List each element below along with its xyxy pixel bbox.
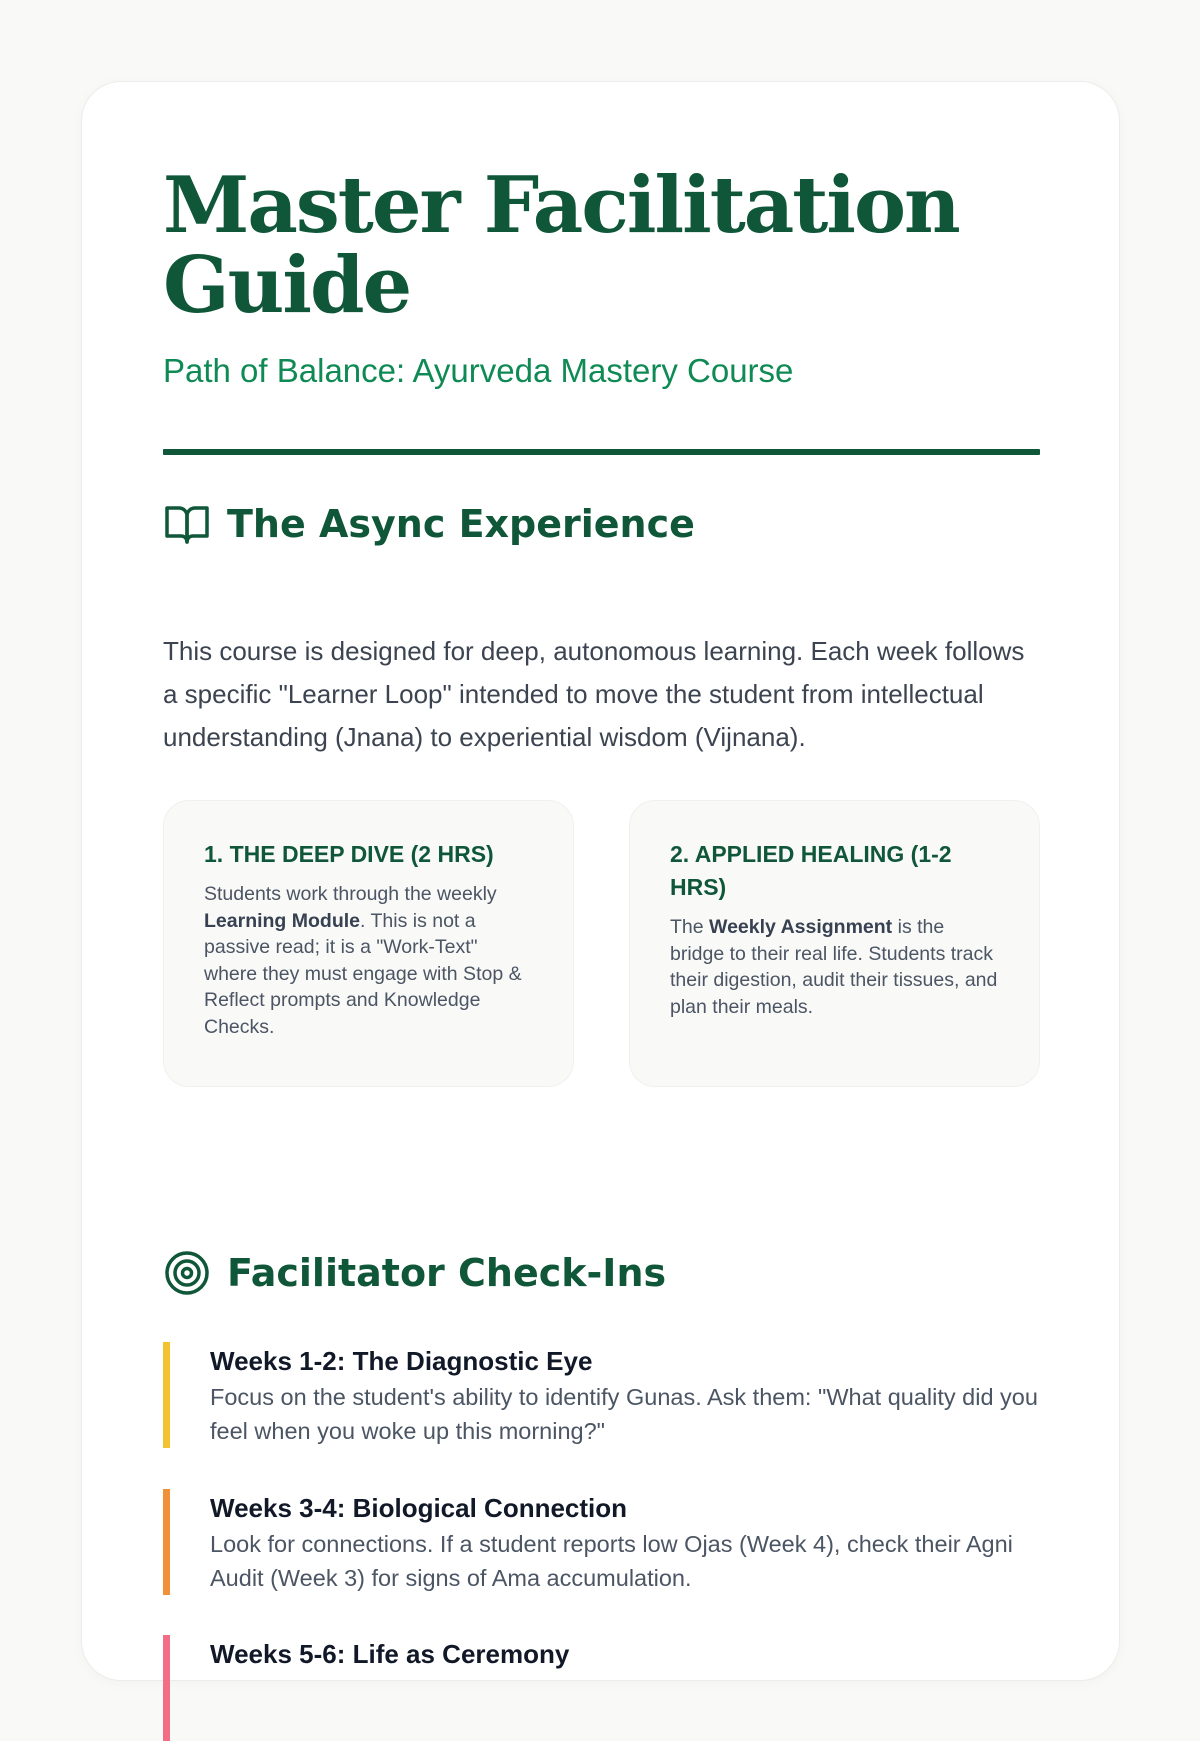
target-icon xyxy=(163,1249,211,1297)
checkin-accent-bar xyxy=(163,1489,170,1595)
loop-card-applied-healing xyxy=(629,800,1040,1087)
checkin-title: Weeks 3-4: Biological Connection xyxy=(210,1493,628,1523)
page-title: Master Facilitation Guide xyxy=(163,160,959,331)
checkin-accent-bar xyxy=(163,1342,170,1448)
checkin-title: Weeks 1-2: The Diagnostic Eye xyxy=(210,1346,593,1376)
checkin-item xyxy=(163,1635,1040,1673)
async-section-title: The Async Experience xyxy=(227,502,695,546)
checkin-text: Look for connections. If a student reports low Ojas (Week 4), check their Agni Audit (Week 3) for signs of Ama accumulation. xyxy=(210,1531,1013,1591)
loop-card-text: Students work through the weekly Learning Module. This is not a passive read; it is a "Work-Text" where they must engage with Stop & Reflect prompts and Knowledge Checks. xyxy=(204,883,522,1038)
loop-card-title: 1. THE DEEP DIVE (2 HRS) xyxy=(204,841,494,867)
async-intro-text: This course is designed for deep, autonomous learning. Each week follows a specific "Learner Loop" intended to move the student from intellectual understanding (Jnana) to experiential wisdom (Vijnana). xyxy=(163,636,1025,752)
loop-card-deep-dive xyxy=(163,800,574,1087)
guide-card xyxy=(81,81,1120,1681)
checkin-item xyxy=(163,1489,1040,1595)
checkin-text: Focus on the student's ability to identify Gunas. Ask them: "What quality did you feel when you woke up this morning?" xyxy=(210,1384,1038,1444)
title-divider xyxy=(163,449,1040,455)
checkin-accent-bar xyxy=(163,1635,170,1741)
checkin-item xyxy=(163,1342,1040,1448)
checkins-section-header xyxy=(163,1248,1040,1298)
loop-card-text: The Weekly Assignment is the bridge to their real life. Students track their digestion, audit their tissues, and plan their meals. xyxy=(670,916,998,1018)
async-section-header xyxy=(163,499,1040,549)
page-subtitle: Path of Balance: Ayurveda Mastery Course xyxy=(163,352,794,389)
checkin-title: Weeks 5-6: Life as Ceremony xyxy=(210,1639,570,1669)
loop-card-title: 2. APPLIED HEALING (1-2 HRS) xyxy=(670,841,952,900)
checkins-section-title: Facilitator Check-Ins xyxy=(227,1251,667,1295)
book-open-icon xyxy=(163,500,211,548)
